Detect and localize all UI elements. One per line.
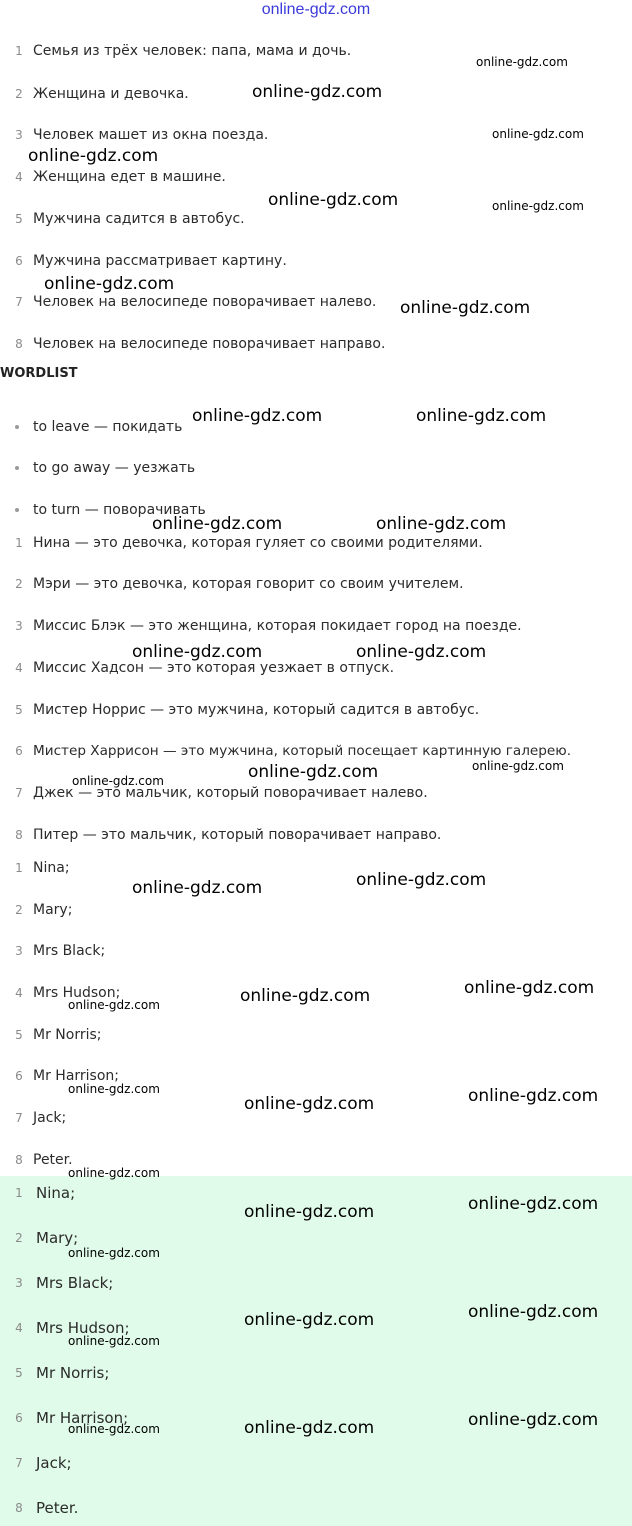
item-number: 3: [15, 619, 23, 633]
item-number: 5: [15, 1366, 23, 1380]
item-number: 8: [15, 828, 23, 842]
item-text: Peter.: [33, 1152, 73, 1168]
item-text: Человек машет из окна поезда.: [33, 127, 269, 143]
item-text: Человек на велосипеде поворачивает налево.: [33, 294, 377, 310]
watermark: online-gdz.com: [468, 1194, 599, 1214]
item-number: 8: [15, 337, 23, 351]
item-number: 7: [15, 786, 23, 800]
item-number: 6: [15, 744, 23, 758]
item-text: Peter.: [36, 1499, 79, 1517]
watermark: online-gdz.com: [376, 514, 507, 534]
item-text: Питер — это мальчик, который поворачивает направо.: [33, 827, 442, 843]
item-text: to leave — покидать: [33, 419, 183, 435]
watermark: online-gdz.com: [468, 1302, 599, 1322]
item-number: 1: [15, 536, 23, 550]
item-number: 1: [15, 861, 23, 875]
item-number: 4: [15, 1321, 23, 1335]
item-text: Mrs Black;: [36, 1274, 114, 1292]
watermark: online-gdz.com: [492, 199, 584, 213]
watermark: online-gdz.com: [244, 1094, 375, 1114]
item-text: Nina;: [33, 860, 70, 876]
item-text: Mr Harrison;: [33, 1068, 119, 1084]
item-text: Нина — это девочка, которая гуляет со своими родителями.: [33, 535, 483, 551]
watermark: online-gdz.com: [244, 1310, 375, 1330]
item-text: to go away — уезжать: [33, 460, 196, 476]
watermark: online-gdz.com: [492, 127, 584, 141]
watermark: online-gdz.com: [68, 1334, 160, 1348]
item-number: 8: [15, 1501, 23, 1515]
site-title[interactable]: online-gdz.com: [261, 1, 371, 18]
watermark: online-gdz.com: [244, 1418, 375, 1438]
item-text: Mary;: [36, 1229, 79, 1247]
item-text: Jack;: [33, 1110, 67, 1126]
wordlist-heading: WORDLIST: [0, 366, 78, 381]
watermark: online-gdz.com: [44, 274, 175, 294]
item-number: 2: [15, 577, 23, 591]
item-text: Мистер Харрисон — это мужчина, который посещает картинную галерею.: [33, 743, 572, 759]
item-number: 8: [15, 1153, 23, 1167]
watermark: online-gdz.com: [132, 878, 263, 898]
watermark: online-gdz.com: [468, 1410, 599, 1430]
item-number: 5: [15, 212, 23, 226]
item-number: 6: [15, 1411, 23, 1425]
item-number: 5: [15, 703, 23, 717]
item-number: 1: [15, 1186, 23, 1200]
watermark: online-gdz.com: [464, 978, 595, 998]
item-text: Mr Norris;: [36, 1364, 110, 1382]
item-number: 6: [15, 1069, 23, 1083]
watermark: online-gdz.com: [472, 759, 564, 773]
item-text: Mr Norris;: [33, 1027, 102, 1043]
watermark: online-gdz.com: [268, 190, 399, 210]
watermark: online-gdz.com: [244, 1202, 375, 1222]
watermark: online-gdz.com: [132, 642, 263, 662]
watermark: online-gdz.com: [252, 82, 383, 102]
item-text: Мэри — это девочка, которая говорит со своим учителем.: [33, 576, 464, 592]
watermark: online-gdz.com: [476, 55, 568, 69]
watermark: online-gdz.com: [356, 642, 487, 662]
item-number: 4: [15, 986, 23, 1000]
item-text: Мужчина рассматривает картину.: [33, 253, 287, 269]
watermark: online-gdz.com: [68, 1422, 160, 1436]
item-text: Мужчина садится в автобус.: [33, 211, 245, 227]
item-text: Mr Harrison;: [36, 1409, 129, 1427]
answer-box: [0, 1176, 632, 1526]
item-text: to turn — поворачивать: [33, 502, 206, 518]
item-number: 5: [15, 1028, 23, 1042]
item-number: 2: [15, 1231, 23, 1245]
watermark: online-gdz.com: [240, 986, 371, 1006]
watermark: online-gdz.com: [68, 1082, 160, 1096]
watermark: online-gdz.com: [68, 998, 160, 1012]
item-text: Джек — это мальчик, который поворачивает налево.: [33, 785, 428, 801]
watermark: online-gdz.com: [72, 774, 164, 788]
item-text: Mary;: [33, 902, 73, 918]
item-text: Мистер Норрис — это мужчина, который садится в автобус.: [33, 702, 480, 718]
item-text: Миссис Блэк — это женщина, которая покидает город на поезде.: [33, 618, 522, 634]
bullet-icon: [15, 425, 19, 429]
item-text: Женщина едет в машине.: [33, 169, 226, 185]
item-text: Jack;: [36, 1454, 72, 1472]
item-number: 7: [15, 1456, 23, 1470]
item-text: Женщина и девочка.: [33, 86, 189, 102]
watermark: online-gdz.com: [68, 1166, 160, 1180]
item-number: 1: [15, 44, 23, 58]
watermark: online-gdz.com: [152, 514, 283, 534]
item-text: Миссис Хадсон — это которая уезжает в отпуск.: [33, 660, 395, 676]
bullet-icon: [15, 466, 19, 470]
watermark: online-gdz.com: [356, 870, 487, 890]
item-number: 7: [15, 1111, 23, 1125]
watermark: online-gdz.com: [416, 406, 547, 426]
watermark: online-gdz.com: [28, 146, 159, 166]
item-text: Mrs Black;: [33, 943, 106, 959]
watermark: online-gdz.com: [248, 762, 379, 782]
item-number: 3: [15, 1276, 23, 1290]
item-text: Человек на велосипеде поворачивает направо.: [33, 336, 386, 352]
item-number: 4: [15, 170, 23, 184]
item-text: Mrs Hudson;: [33, 985, 121, 1001]
item-text: Mrs Hudson;: [36, 1319, 130, 1337]
item-number: 4: [15, 661, 23, 675]
item-number: 2: [15, 87, 23, 101]
item-number: 6: [15, 254, 23, 268]
item-number: 3: [15, 128, 23, 142]
item-number: 2: [15, 903, 23, 917]
watermark: online-gdz.com: [68, 1246, 160, 1260]
watermark: online-gdz.com: [400, 298, 531, 318]
item-text: Семья из трёх человек: папа, мама и дочь.: [33, 43, 352, 59]
watermark: online-gdz.com: [468, 1086, 599, 1106]
watermark: online-gdz.com: [192, 406, 323, 426]
item-number: 7: [15, 295, 23, 309]
item-text: Nina;: [36, 1184, 76, 1202]
item-number: 3: [15, 944, 23, 958]
bullet-icon: [15, 508, 19, 512]
